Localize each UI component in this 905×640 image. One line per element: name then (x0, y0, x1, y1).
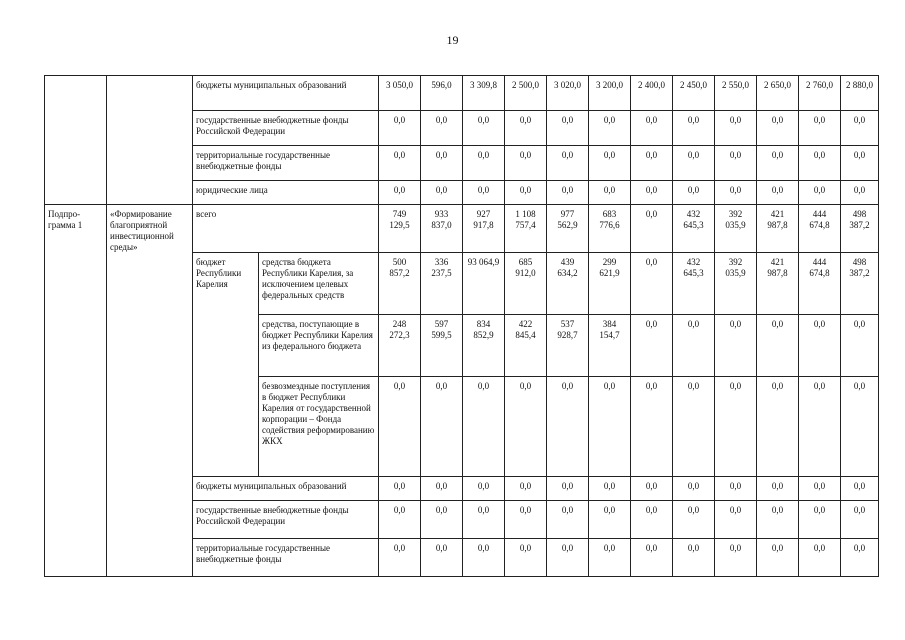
source-label: государственные внебюджетные фонды Российской Федерации (193, 501, 379, 539)
value-cell: 3 200,0 (589, 76, 631, 111)
source-sublabel: безвозмездные поступления в бюджет Республики Карелия от государственной корпорации – Фонда содействия реформированию ЖКХ (259, 377, 379, 477)
value-cell: 0,0 (715, 146, 757, 181)
value-cell: 3 020,0 (547, 76, 589, 111)
value-cell: 0,0 (505, 146, 547, 181)
value-cell: 0,0 (379, 539, 421, 577)
value-cell: 432 645,3 (673, 253, 715, 315)
value-cell: 0,0 (799, 315, 841, 377)
value-cell: 0,0 (379, 181, 421, 205)
value-cell: 0,0 (589, 477, 631, 501)
value-cell: 0,0 (547, 477, 589, 501)
value-cell: 0,0 (757, 146, 799, 181)
value-cell: 0,0 (799, 539, 841, 577)
value-cell: 977 562,9 (547, 205, 589, 253)
value-cell: 299 621,9 (589, 253, 631, 315)
value-cell: 422 845,4 (505, 315, 547, 377)
value-cell: 0,0 (715, 377, 757, 477)
value-cell: 0,0 (589, 377, 631, 477)
value-cell: 0,0 (547, 181, 589, 205)
value-cell: 0,0 (841, 111, 879, 146)
source-label: юридические лица (193, 181, 379, 205)
value-cell: 0,0 (799, 501, 841, 539)
value-cell: 2 400,0 (631, 76, 673, 111)
source-label: бюджеты муниципальных образований (193, 76, 379, 111)
value-cell: 0,0 (421, 501, 463, 539)
value-cell: 2 450,0 (673, 76, 715, 111)
value-cell: 927 917,8 (463, 205, 505, 253)
table-row (45, 76, 879, 111)
value-cell: 0,0 (673, 111, 715, 146)
value-cell: 2 650,0 (757, 76, 799, 111)
value-cell: 432 645,3 (673, 205, 715, 253)
value-cell: 0,0 (505, 477, 547, 501)
value-cell: 0,0 (463, 539, 505, 577)
value-cell: 0,0 (841, 146, 879, 181)
value-cell: 0,0 (631, 501, 673, 539)
value-cell: 0,0 (799, 477, 841, 501)
value-cell: 0,0 (505, 539, 547, 577)
code-cell-empty (45, 76, 107, 205)
value-cell: 0,0 (715, 181, 757, 205)
value-cell: 248 272,3 (379, 315, 421, 377)
value-cell: 392 035,9 (715, 253, 757, 315)
value-cell: 0,0 (589, 501, 631, 539)
value-cell: 0,0 (547, 111, 589, 146)
value-cell: 0,0 (505, 501, 547, 539)
value-cell: 0,0 (673, 315, 715, 377)
page-number: 19 (446, 33, 459, 47)
value-cell: 384 154,7 (589, 315, 631, 377)
value-cell: 0,0 (421, 377, 463, 477)
value-cell: 0,0 (841, 181, 879, 205)
value-cell: 0,0 (379, 111, 421, 146)
value-cell: 498 387,2 (841, 205, 879, 253)
value-cell: 0,0 (715, 477, 757, 501)
value-cell: 0,0 (547, 146, 589, 181)
value-cell: 0,0 (421, 111, 463, 146)
source-label: территориальные государственные внебюджетные фонды (193, 146, 379, 181)
source-label: всего (193, 205, 379, 253)
value-cell: 2 500,0 (505, 76, 547, 111)
value-cell: 93 064,9 (463, 253, 505, 315)
value-cell: 0,0 (463, 501, 505, 539)
value-cell: 2 880,0 (841, 76, 879, 111)
value-cell: 0,0 (547, 377, 589, 477)
value-cell: 0,0 (589, 181, 631, 205)
value-cell: 685 912,0 (505, 253, 547, 315)
value-cell: 0,0 (799, 111, 841, 146)
value-cell: 0,0 (379, 477, 421, 501)
value-cell: 0,0 (631, 377, 673, 477)
value-cell: 2 760,0 (799, 76, 841, 111)
value-cell: 0,0 (673, 539, 715, 577)
value-cell: 537 928,7 (547, 315, 589, 377)
value-cell: 0,0 (757, 501, 799, 539)
table-row (45, 205, 879, 253)
value-cell: 0,0 (841, 501, 879, 539)
value-cell: 0,0 (673, 477, 715, 501)
value-cell: 0,0 (421, 477, 463, 501)
value-cell: 0,0 (589, 111, 631, 146)
value-cell: 1 108 757,4 (505, 205, 547, 253)
value-cell: 0,0 (505, 111, 547, 146)
source-label: государственные внебюджетные фонды Российской Федерации (193, 111, 379, 146)
value-cell: 0,0 (463, 477, 505, 501)
value-cell: 0,0 (715, 539, 757, 577)
value-cell: 0,0 (673, 501, 715, 539)
subprogram-code: Подпро-грамма 1 (45, 205, 107, 577)
value-cell: 0,0 (799, 377, 841, 477)
value-cell: 0,0 (379, 501, 421, 539)
value-cell: 444 674,8 (799, 205, 841, 253)
value-cell: 0,0 (505, 377, 547, 477)
source-label: бюджеты муниципальных образований (193, 477, 379, 501)
value-cell: 0,0 (799, 146, 841, 181)
value-cell: 0,0 (757, 377, 799, 477)
value-cell: 0,0 (757, 181, 799, 205)
value-cell: 421 987,8 (757, 253, 799, 315)
value-cell: 0,0 (757, 539, 799, 577)
value-cell: 0,0 (673, 146, 715, 181)
value-cell: 2 550,0 (715, 76, 757, 111)
value-cell: 0,0 (631, 146, 673, 181)
value-cell: 0,0 (757, 315, 799, 377)
value-cell: 834 852,9 (463, 315, 505, 377)
subprogram-name: «Формирование благоприятной инвестиционной среды» (107, 205, 193, 577)
value-cell: 0,0 (589, 539, 631, 577)
value-cell: 0,0 (757, 111, 799, 146)
value-cell: 597 599,5 (421, 315, 463, 377)
value-cell: 0,0 (715, 315, 757, 377)
value-cell: 0,0 (463, 111, 505, 146)
value-cell: 0,0 (631, 539, 673, 577)
value-cell: 0,0 (841, 539, 879, 577)
value-cell: 392 035,9 (715, 205, 757, 253)
source-sublabel: средства, поступающие в бюджет Республики Карелия из федерального бюджета (259, 315, 379, 377)
name-cell-empty (107, 76, 193, 205)
republic-budget-label: бюджет Республики Карелия (193, 253, 259, 477)
value-cell: 683 776,6 (589, 205, 631, 253)
value-cell: 0,0 (715, 111, 757, 146)
value-cell: 596,0 (421, 76, 463, 111)
value-cell: 421 987,8 (757, 205, 799, 253)
value-cell: 336 237,5 (421, 253, 463, 315)
value-cell: 0,0 (631, 181, 673, 205)
value-cell: 3 309,8 (463, 76, 505, 111)
value-cell: 0,0 (631, 315, 673, 377)
value-cell: 0,0 (421, 539, 463, 577)
source-label: территориальные государственные внебюджетные фонды (193, 539, 379, 577)
value-cell: 0,0 (379, 377, 421, 477)
value-cell: 0,0 (673, 181, 715, 205)
value-cell: 3 050,0 (379, 76, 421, 111)
value-cell: 0,0 (463, 181, 505, 205)
value-cell: 0,0 (589, 146, 631, 181)
value-cell: 933 837,0 (421, 205, 463, 253)
funding-table (44, 75, 879, 577)
value-cell: 0,0 (841, 377, 879, 477)
value-cell: 0,0 (631, 253, 673, 315)
value-cell: 0,0 (673, 377, 715, 477)
value-cell: 500 857,2 (379, 253, 421, 315)
value-cell: 0,0 (631, 111, 673, 146)
value-cell: 749 129,5 (379, 205, 421, 253)
value-cell: 0,0 (463, 146, 505, 181)
source-sublabel: средства бюджета Республики Карелия, за исключением целевых федеральных средств (259, 253, 379, 315)
value-cell: 0,0 (631, 477, 673, 501)
value-cell: 0,0 (715, 501, 757, 539)
value-cell: 444 674,8 (799, 253, 841, 315)
value-cell: 0,0 (421, 181, 463, 205)
value-cell: 439 634,2 (547, 253, 589, 315)
value-cell: 0,0 (757, 477, 799, 501)
value-cell: 0,0 (379, 146, 421, 181)
value-cell: 0,0 (547, 539, 589, 577)
value-cell: 0,0 (841, 315, 879, 377)
value-cell: 0,0 (463, 377, 505, 477)
value-cell: 0,0 (421, 146, 463, 181)
value-cell: 0,0 (799, 181, 841, 205)
value-cell: 0,0 (547, 501, 589, 539)
value-cell: 0,0 (841, 477, 879, 501)
value-cell: 0,0 (631, 205, 673, 253)
value-cell: 498 387,2 (841, 253, 879, 315)
value-cell: 0,0 (505, 181, 547, 205)
